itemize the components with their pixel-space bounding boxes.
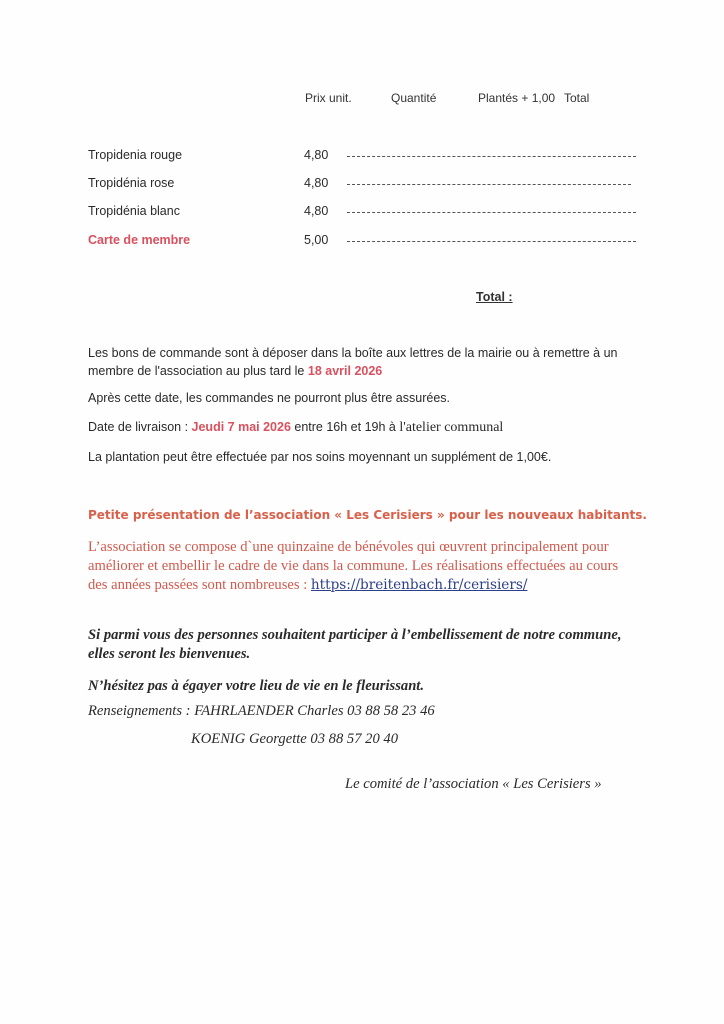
contact-line-2: KOENIG Georgette 03 88 57 20 40	[191, 731, 398, 747]
association-section-title: Petite présentation de l’association « Les Cerisiers » pour les nouveaux habitants.	[88, 508, 647, 522]
product-price: 5,00	[304, 233, 329, 247]
delivery-date: Jeudi 7 mai 2026	[191, 420, 291, 434]
association-line-3-text: des années passées sont nombreuses :	[88, 577, 311, 593]
product-price: 4,80	[304, 176, 329, 190]
association-line-2: améliorer et embellir le cadre de vie dans la commune. Les réalisations effectuées au cours	[88, 558, 619, 574]
fill-in-line[interactable]	[347, 156, 636, 157]
fill-in-line[interactable]	[347, 184, 631, 185]
encouragement-text: N’hésitez pas à égayer votre lieu de vie en le fleurissant.	[88, 678, 425, 694]
fill-in-line[interactable]	[347, 241, 636, 242]
product-price: 4,80	[304, 204, 329, 218]
delivery-prefix: Date de livraison :	[88, 420, 192, 434]
delivery-info	[88, 418, 503, 437]
invitation-line-1: Si parmi vous des personnes souhaitent participer à l’embellissement de notre commune,	[88, 627, 622, 643]
invitation-line-2: elles seront les bienvenues.	[88, 646, 251, 662]
product-label: Tropidenia rouge	[88, 148, 183, 162]
after-date-note: Après cette date, les commandes ne pourront plus être assurées.	[88, 391, 450, 405]
planting-note: La plantation peut être effectuée par nos soins moyennant un supplément de 1,00€.	[88, 450, 552, 464]
contact-line-1	[88, 703, 435, 720]
fill-in-line[interactable]	[347, 212, 636, 213]
deposit-instructions	[88, 344, 617, 380]
association-website-link[interactable]: https://breitenbach.fr/cerisiers/	[310, 577, 528, 593]
deadline-date: 18 avril 2026	[307, 364, 383, 378]
association-line-1: L’association se compose d`une quinzaine de bénévoles qui œuvrent principalement pour	[88, 539, 609, 555]
signature: Le comité de l’association « Les Cerisiers »	[345, 776, 602, 792]
deposit-text: membre de l'association au plus tard le	[88, 364, 308, 378]
contact-prefix: Renseignements :	[88, 703, 195, 719]
deposit-line-2	[88, 362, 617, 380]
header-quantity: Quantité	[391, 91, 437, 105]
total-label: Total :	[476, 290, 513, 304]
product-label: Tropidénia blanc	[88, 204, 180, 218]
product-label: Tropidénia rose	[88, 176, 175, 190]
association-description	[88, 538, 618, 595]
membership-card-label: Carte de membre	[88, 233, 191, 247]
header-total: Total	[564, 91, 590, 105]
contact-name-phone: FAHRLAENDER Charles 03 88 58 23 46	[194, 703, 435, 719]
association-line-3	[88, 576, 618, 595]
invitation-text	[88, 626, 622, 664]
delivery-place: l'atelier communal	[399, 420, 504, 435]
product-price: 4,80	[304, 148, 329, 162]
header-planted: Plantés + 1,00	[478, 91, 556, 105]
deposit-line-1: Les bons de commande sont à déposer dans la boîte aux lettres de la mairie ou à remettre à un	[88, 346, 618, 360]
delivery-time: entre 16h et 19h à	[290, 420, 400, 434]
header-unit-price: Prix unit.	[305, 91, 352, 105]
